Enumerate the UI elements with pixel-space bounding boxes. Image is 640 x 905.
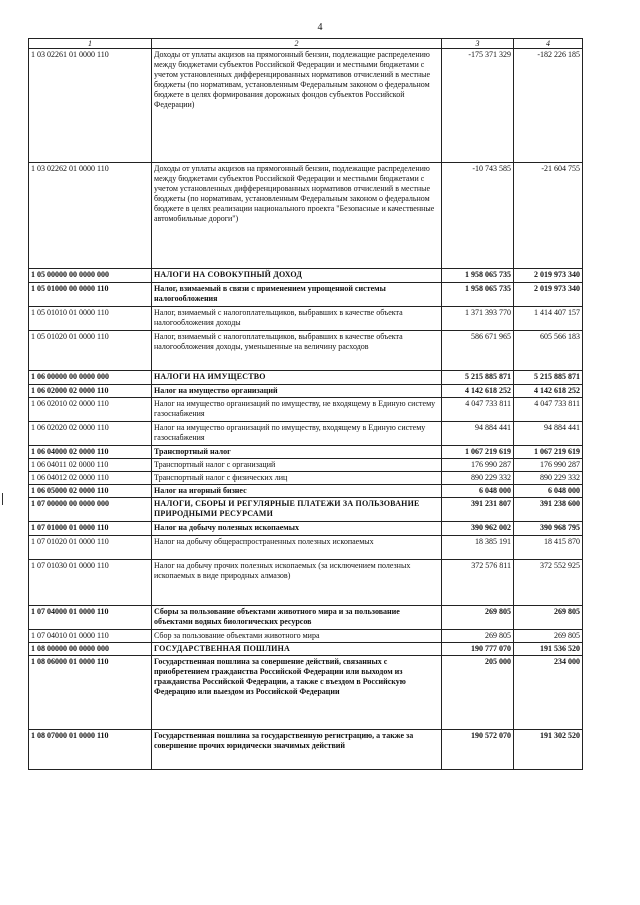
value-col4-cell: 6 048 000 xyxy=(514,485,583,498)
table-row xyxy=(29,656,583,730)
value-col3-cell: 1 067 219 619 xyxy=(442,446,514,459)
value-col4-cell: 2 019 973 340 xyxy=(514,283,583,307)
code-cell: 1 08 06000 01 0000 110 xyxy=(29,656,152,730)
margin-mark xyxy=(2,493,3,505)
value-col4-cell: 191 302 520 xyxy=(514,730,583,770)
value-col3-cell: 94 884 441 xyxy=(442,422,514,446)
name-cell: Транспортный налог с организаций xyxy=(152,459,442,472)
value-col3-cell: 205 000 xyxy=(442,656,514,730)
code-cell: 1 06 04000 02 0000 110 xyxy=(29,446,152,459)
table-row xyxy=(29,269,583,283)
code-cell: 1 06 02010 02 0000 110 xyxy=(29,398,152,422)
code-cell: 1 07 01000 01 0000 110 xyxy=(29,522,152,536)
table-row xyxy=(29,485,583,498)
name-cell: Сборы за пользование объектами животного мира и за пользование объектами водных биологических ресурсов xyxy=(152,606,442,630)
value-col3-cell: 190 572 070 xyxy=(442,730,514,770)
table-row xyxy=(29,730,583,770)
name-cell: Налог, взимаемый в связи с применением упрощенной системы налогообложения xyxy=(152,283,442,307)
value-col4-cell: 372 552 925 xyxy=(514,560,583,606)
table-row xyxy=(29,472,583,485)
value-col3-cell: 391 231 807 xyxy=(442,498,514,522)
code-cell: 1 05 01010 01 0000 110 xyxy=(29,307,152,331)
value-col3-cell: 4 047 733 811 xyxy=(442,398,514,422)
code-cell: 1 06 02000 02 0000 110 xyxy=(29,385,152,398)
value-col3-cell: 176 990 287 xyxy=(442,459,514,472)
code-cell: 1 08 00000 00 0000 000 xyxy=(29,643,152,656)
name-cell: Доходы от уплаты акцизов на прямогонный бензин, подлежащие распределению между бюджетами субъектов Российской Федерации и местными бюджетами с учетом установленных дифференцированных нормативов отчислений в местные бюджеты (по нормативам, установленным Федеральным законом о федеральном бюджете в целях реализации национального проекта "Безопасные и качественные автомобильные дороги") xyxy=(152,163,442,269)
value-col3-cell: 372 576 811 xyxy=(442,560,514,606)
table-row xyxy=(29,630,583,643)
value-col3-cell: 269 805 xyxy=(442,630,514,643)
column-header: 4 xyxy=(514,39,583,49)
value-col3-cell: 1 371 393 770 xyxy=(442,307,514,331)
table-row xyxy=(29,606,583,630)
code-cell: 1 07 01030 01 0000 110 xyxy=(29,560,152,606)
table-row xyxy=(29,331,583,371)
table-row xyxy=(29,498,583,522)
code-cell: 1 05 01020 01 0000 110 xyxy=(29,331,152,371)
value-col3-cell: -175 371 329 xyxy=(442,49,514,163)
value-col3-cell: 586 671 965 xyxy=(442,331,514,371)
table-row xyxy=(29,398,583,422)
table-row xyxy=(29,643,583,656)
value-col3-cell: 1 958 065 735 xyxy=(442,269,514,283)
name-cell: Сбор за пользование объектами животного мира xyxy=(152,630,442,643)
value-col4-cell: 605 566 183 xyxy=(514,331,583,371)
value-col4-cell: 391 238 600 xyxy=(514,498,583,522)
table-row xyxy=(29,459,583,472)
value-col4-cell: 94 884 441 xyxy=(514,422,583,446)
code-cell: 1 06 04012 02 0000 110 xyxy=(29,472,152,485)
code-cell: 1 05 01000 00 0000 110 xyxy=(29,283,152,307)
value-col4-cell: 269 805 xyxy=(514,630,583,643)
column-header: 1 xyxy=(29,39,152,49)
value-col3-cell: 5 215 885 871 xyxy=(442,371,514,385)
table-row xyxy=(29,446,583,459)
budget-revenue-table xyxy=(28,38,583,770)
value-col4-cell: 176 990 287 xyxy=(514,459,583,472)
value-col3-cell: -10 743 585 xyxy=(442,163,514,269)
code-cell: 1 06 05000 02 0000 110 xyxy=(29,485,152,498)
name-cell: Доходы от уплаты акцизов на прямогонный бензин, подлежащие распределению между бюджетами субъектов Российской Федерации и местными бюджетами с учетом установленных дифференцированных нормативов отчислений в местные бюджеты (по нормативам, установленным Федеральным законом о федеральном бюджете в целях формирования дорожных фондов субъектов Российской Федерации) xyxy=(152,49,442,163)
value-col4-cell: 4 142 618 252 xyxy=(514,385,583,398)
value-col4-cell: -182 226 185 xyxy=(514,49,583,163)
name-cell: Государственная пошлина за совершение действий, связанных с приобретением гражданства Российской Федерации или выходом из гражданства Российской Федерации, а также с въездом в Российскую Федерацию или выездом из Российской Федерации xyxy=(152,656,442,730)
code-cell: 1 06 04011 02 0000 110 xyxy=(29,459,152,472)
value-col3-cell: 1 958 065 735 xyxy=(442,283,514,307)
name-cell: Налог на добычу полезных ископаемых xyxy=(152,522,442,536)
column-header: 2 xyxy=(152,39,442,49)
value-col3-cell: 890 229 332 xyxy=(442,472,514,485)
value-col4-cell: 390 968 795 xyxy=(514,522,583,536)
value-col3-cell: 4 142 618 252 xyxy=(442,385,514,398)
name-cell: Налог, взимаемый с налогоплательщиков, выбравших в качестве объекта налогообложения доходы xyxy=(152,307,442,331)
code-cell: 1 08 07000 01 0000 110 xyxy=(29,730,152,770)
value-col4-cell: 269 805 xyxy=(514,606,583,630)
column-header: 3 xyxy=(442,39,514,49)
code-cell: 1 06 00000 00 0000 000 xyxy=(29,371,152,385)
name-cell: Налог на имущество организаций по имуществу, не входящему в Единую систему газоснабжения xyxy=(152,398,442,422)
table-row xyxy=(29,422,583,446)
name-cell: Налог на имущество организаций по имуществу, входящему в Единую систему газоснабжения xyxy=(152,422,442,446)
code-cell: 1 07 00000 00 0000 000 xyxy=(29,498,152,522)
code-cell: 1 07 04000 01 0000 110 xyxy=(29,606,152,630)
name-cell: Налог на добычу общераспространенных полезных ископаемых xyxy=(152,536,442,560)
table-row xyxy=(29,522,583,536)
name-cell: Транспортный налог xyxy=(152,446,442,459)
value-col4-cell: 1 414 407 157 xyxy=(514,307,583,331)
value-col4-cell: 4 047 733 811 xyxy=(514,398,583,422)
table-row xyxy=(29,371,583,385)
value-col4-cell: 5 215 885 871 xyxy=(514,371,583,385)
code-cell: 1 06 02020 02 0000 110 xyxy=(29,422,152,446)
name-cell: ГОСУДАРСТВЕННАЯ ПОШЛИНА xyxy=(152,643,442,656)
value-col4-cell: 191 536 520 xyxy=(514,643,583,656)
name-cell: Налог на имущество организаций xyxy=(152,385,442,398)
code-cell: 1 05 00000 00 0000 000 xyxy=(29,269,152,283)
table-row xyxy=(29,283,583,307)
value-col4-cell: 234 000 xyxy=(514,656,583,730)
table-row xyxy=(29,163,583,269)
table-row xyxy=(29,385,583,398)
table-row xyxy=(29,560,583,606)
table-row xyxy=(29,307,583,331)
value-col3-cell: 269 805 xyxy=(442,606,514,630)
name-cell: НАЛОГИ, СБОРЫ И РЕГУЛЯРНЫЕ ПЛАТЕЖИ ЗА ПОЛЬЗОВАНИЕ ПРИРОДНЫМИ РЕСУРСАМИ xyxy=(152,498,442,522)
name-cell: НАЛОГИ НА СОВОКУПНЫЙ ДОХОД xyxy=(152,269,442,283)
value-col3-cell: 190 777 070 xyxy=(442,643,514,656)
page-number: 4 xyxy=(317,22,323,33)
table-row xyxy=(29,49,583,163)
value-col4-cell: -21 604 755 xyxy=(514,163,583,269)
name-cell: НАЛОГИ НА ИМУЩЕСТВО xyxy=(152,371,442,385)
table-row xyxy=(29,536,583,560)
name-cell: Налог на добычу прочих полезных ископаемых (за исключением полезных ископаемых в виде природных алмазов) xyxy=(152,560,442,606)
name-cell: Транспортный налог с физических лиц xyxy=(152,472,442,485)
name-cell: Государственная пошлина за государственную регистрацию, а также за совершение прочих юридически значимых действий xyxy=(152,730,442,770)
value-col4-cell: 890 229 332 xyxy=(514,472,583,485)
column-number-row xyxy=(29,39,583,49)
code-cell: 1 03 02261 01 0000 110 xyxy=(29,49,152,163)
value-col3-cell: 390 962 002 xyxy=(442,522,514,536)
value-col3-cell: 6 048 000 xyxy=(442,485,514,498)
code-cell: 1 03 02262 01 0000 110 xyxy=(29,163,152,269)
value-col4-cell: 18 415 870 xyxy=(514,536,583,560)
value-col3-cell: 18 385 191 xyxy=(442,536,514,560)
value-col4-cell: 1 067 219 619 xyxy=(514,446,583,459)
name-cell: Налог, взимаемый с налогоплательщиков, выбравших в качестве объекта налогообложения доходы, уменьшенные на величину расходов xyxy=(152,331,442,371)
code-cell: 1 07 01020 01 0000 110 xyxy=(29,536,152,560)
name-cell: Налог на игорный бизнес xyxy=(152,485,442,498)
value-col4-cell: 2 019 973 340 xyxy=(514,269,583,283)
code-cell: 1 07 04010 01 0000 110 xyxy=(29,630,152,643)
